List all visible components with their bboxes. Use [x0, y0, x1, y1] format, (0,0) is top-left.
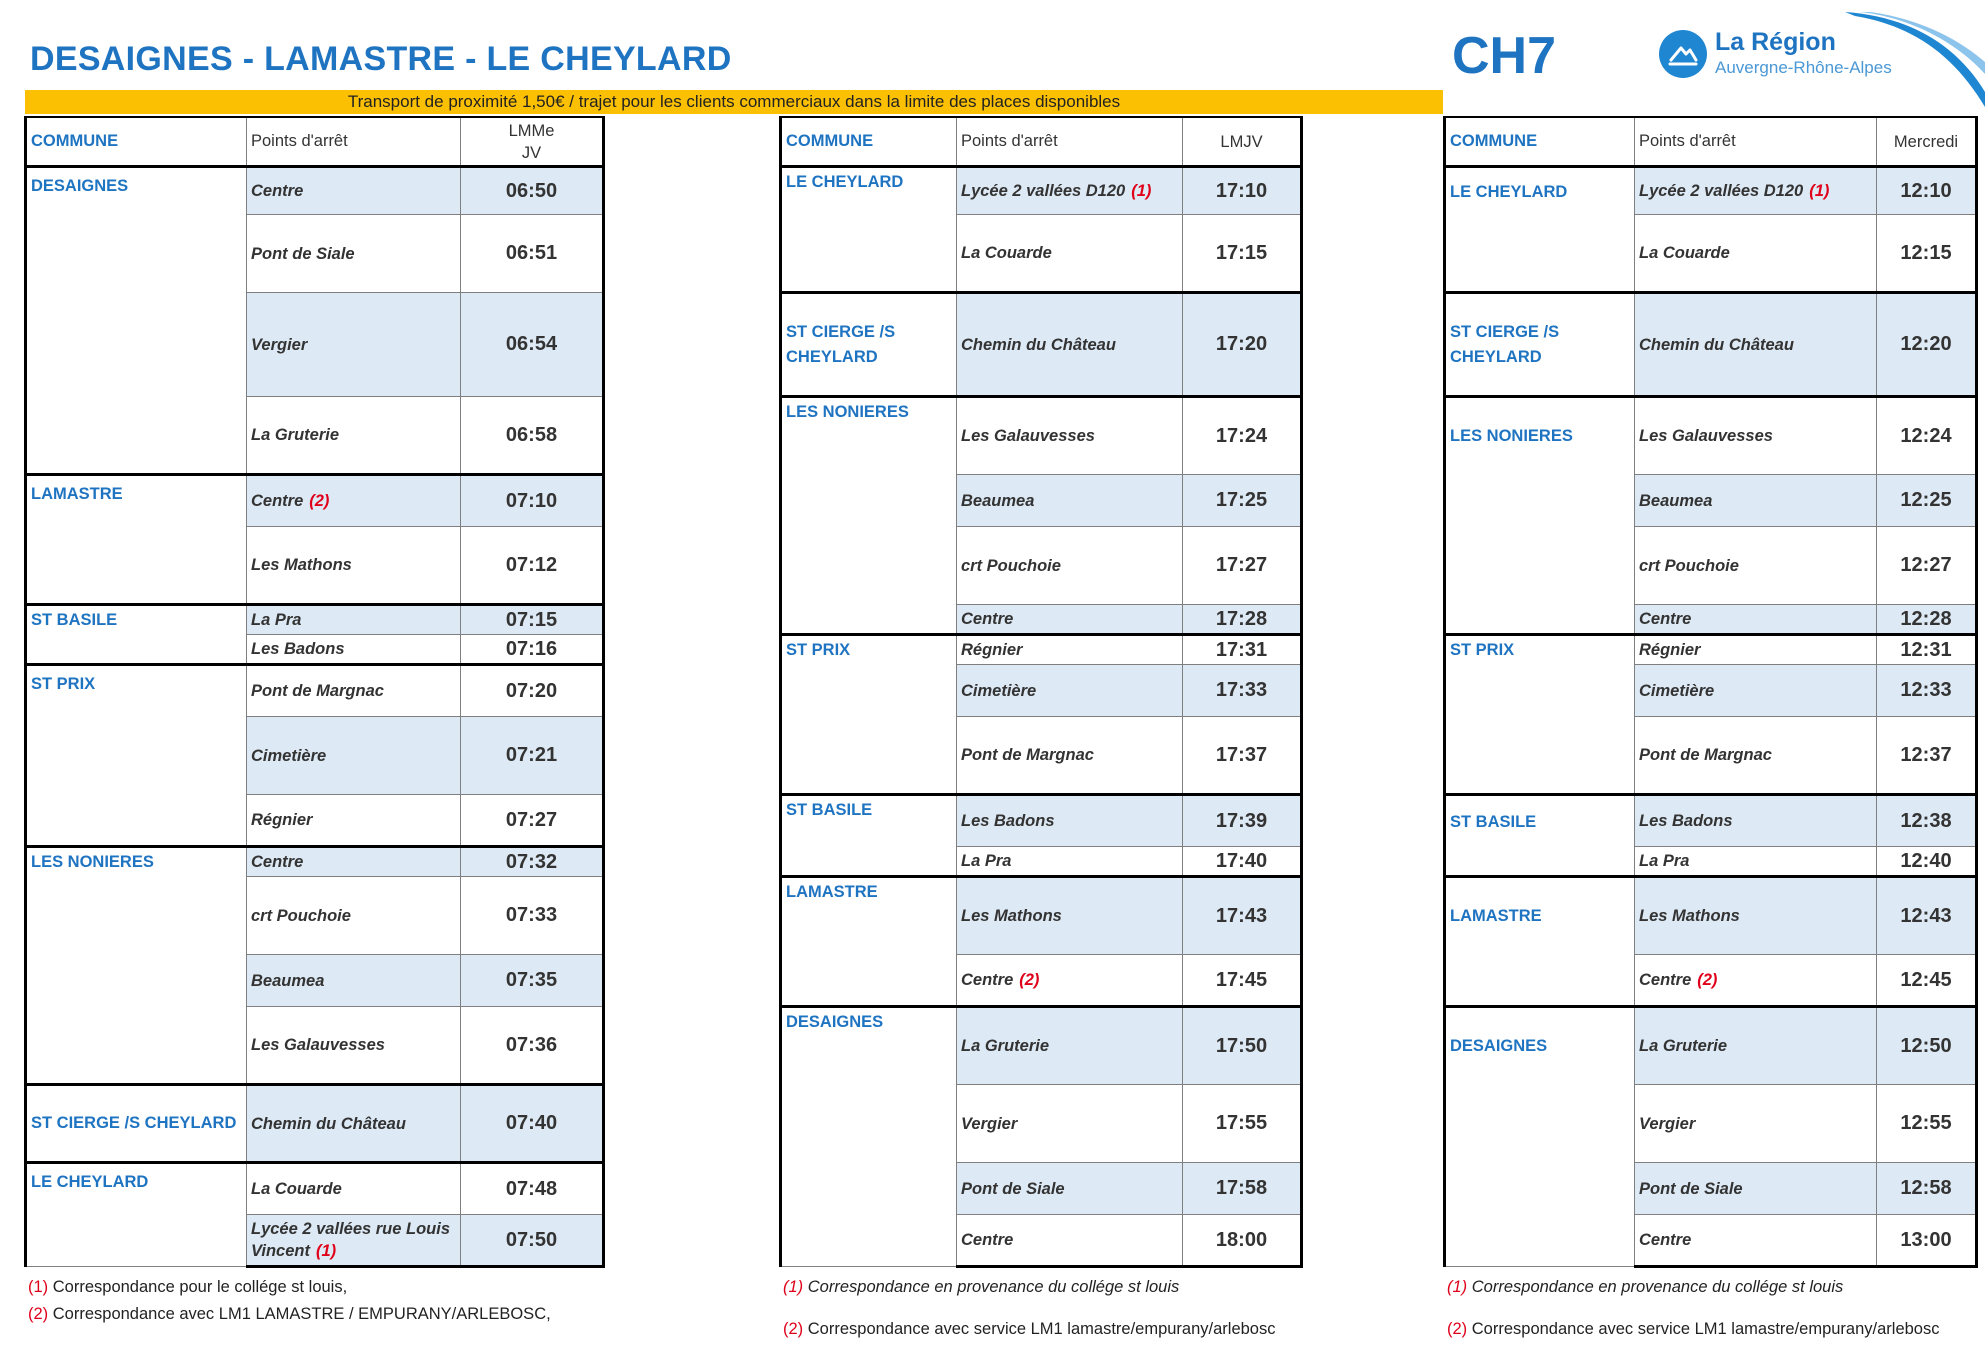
col-header-days [461, 117, 604, 167]
time-cell: 12:31 [1877, 635, 1977, 665]
stop-name: Centre [961, 1231, 1014, 1249]
footnote-1 [783, 1278, 1179, 1297]
stop-name: Pont de Margnac [251, 682, 384, 700]
stop-name: Les Mathons [251, 556, 352, 574]
time-cell: 07:50 [461, 1215, 604, 1267]
stop-name: Les Galauvesses [1639, 427, 1773, 445]
stop-cell [1635, 955, 1877, 1007]
stop-name: Centre [251, 182, 304, 200]
stop-name: Pont de Siale [251, 244, 355, 263]
stop-cell [247, 847, 461, 877]
time-cell: 17:50 [1183, 1007, 1302, 1085]
time-cell: 06:54 [461, 293, 604, 397]
stop-name: Vergier [961, 1114, 1018, 1133]
stop-name: crt Pouchoie [1639, 556, 1739, 575]
timetable-morning [24, 116, 605, 1268]
stop-cell [957, 1007, 1183, 1085]
stop-cell [957, 397, 1183, 475]
commune-cell: ST BASILE [781, 795, 957, 877]
stop-name: Les Mathons [1639, 907, 1740, 925]
stop-cell [1635, 665, 1877, 717]
stop-name: Beaumea [1639, 491, 1713, 510]
stop-cell [957, 665, 1183, 717]
stop-name: Les Badons [1639, 812, 1733, 830]
stop-name: Centre [1639, 971, 1692, 989]
col-header-stop: Points d'arrêt [1635, 117, 1877, 167]
stop-cell [247, 293, 461, 397]
stop-cell [957, 167, 1183, 215]
stop-cell [957, 527, 1183, 605]
footnote-text: Correspondance avec service LM1 lamastre/empurany/arlebosc [1467, 1320, 1940, 1338]
time-cell: 12:20 [1877, 293, 1977, 397]
stop-name: Lycée 2 vallées D120 [961, 182, 1126, 200]
stop-name: crt Pouchoie [961, 556, 1061, 575]
stop-name: Chemin du Château [251, 1114, 406, 1133]
commune-cell: LAMASTRE [1445, 877, 1635, 1007]
stop-name: La Gruterie [1639, 1037, 1728, 1055]
stop-name: Beaumea [961, 491, 1035, 510]
stop-name: La Couarde [961, 244, 1052, 262]
time-cell: 17:28 [1183, 605, 1302, 635]
commune-cell: LE CHEYLARD [26, 1163, 247, 1267]
stop-cell [247, 1085, 461, 1163]
stop-name: Les Mathons [961, 907, 1062, 925]
stop-cell [1635, 847, 1877, 877]
stop-cell [957, 955, 1183, 1007]
footnote-number: (2) [783, 1320, 804, 1338]
stop-name: Centre [1639, 1231, 1692, 1249]
stop-name: La Pra [1639, 852, 1690, 870]
time-cell: 17:24 [1183, 397, 1302, 475]
region-logo [1655, 12, 1985, 107]
stop-cell [1635, 1163, 1877, 1215]
time-cell: 17:37 [1183, 717, 1302, 795]
page-title: DESAIGNES - LAMASTRE - LE CHEYLARD [30, 40, 732, 78]
time-cell: 17:25 [1183, 475, 1302, 527]
col-header-stop: Points d'arrêt [957, 117, 1183, 167]
stop-cell [1635, 605, 1877, 635]
stop-cell [1635, 293, 1877, 397]
commune-cell: ST BASILE [26, 605, 247, 665]
stop-cell [247, 167, 461, 215]
commune-cell: ST PRIX [26, 665, 247, 847]
stop-name: La Pra [961, 852, 1012, 870]
stop-cell [247, 635, 461, 665]
fare-banner: Transport de proximité 1,50€ / trajet pour les clients commerciaux dans la limite des places disponibles [25, 90, 1443, 114]
stop-name: Centre [251, 853, 304, 871]
footnote-2 [1447, 1320, 1939, 1339]
time-cell: 07:16 [461, 635, 604, 665]
route-number: CH7 [1452, 27, 1557, 85]
stop-cell [957, 795, 1183, 847]
stop-cell [1635, 215, 1877, 293]
time-cell: 07:21 [461, 717, 604, 795]
stop-name: Les Badons [251, 640, 345, 658]
time-cell: 18:00 [1183, 1215, 1302, 1267]
footnote-text: Correspondance avec service LM1 lamastre/empurany/arlebosc [803, 1320, 1276, 1338]
time-cell: 17:45 [1183, 955, 1302, 1007]
time-cell: 07:27 [461, 795, 604, 847]
commune-cell: DESAIGNES [26, 167, 247, 475]
col-header-days: LMJV [1183, 117, 1302, 167]
time-cell: 12:15 [1877, 215, 1977, 293]
commune-cell: LE CHEYLARD [781, 167, 957, 293]
stop-cell [247, 397, 461, 475]
footnote-text: Correspondance avec LM1 LAMASTRE / EMPURANY/ARLEBOSC, [48, 1305, 551, 1323]
time-cell: 06:51 [461, 215, 604, 293]
time-cell: 12:40 [1877, 847, 1977, 877]
commune-cell: ST CIERGE /S CHEYLARD [781, 293, 957, 397]
time-cell: 17:55 [1183, 1085, 1302, 1163]
stop-name: Régnier [1639, 641, 1701, 659]
commune-cell: LES NONIERES [1445, 397, 1635, 635]
commune-cell: LES NONIERES [781, 397, 957, 635]
commune-cell: LAMASTRE [26, 475, 247, 605]
footnote-number: (2) [1447, 1320, 1468, 1338]
days-line2: JV [521, 143, 542, 162]
stop-cell [247, 605, 461, 635]
stop-name: Chemin du Château [1639, 335, 1794, 354]
time-cell: 17:33 [1183, 665, 1302, 717]
stop-name: Les Galauvesses [961, 427, 1095, 445]
stop-cell [247, 1215, 461, 1267]
stop-cell [1635, 635, 1877, 665]
time-cell: 07:10 [461, 475, 604, 527]
time-cell: 17:43 [1183, 877, 1302, 955]
time-cell: 17:39 [1183, 795, 1302, 847]
time-cell: 06:58 [461, 397, 604, 475]
time-cell: 12:43 [1877, 877, 1977, 955]
time-cell: 12:58 [1877, 1163, 1977, 1215]
time-cell: 17:15 [1183, 215, 1302, 293]
stop-name: Lycée 2 vallées D120 [1639, 182, 1804, 200]
stop-name: Vergier [251, 335, 308, 354]
commune-cell: DESAIGNES [1445, 1007, 1635, 1267]
time-cell: 12:10 [1877, 167, 1977, 215]
stop-name: Beaumea [251, 971, 325, 990]
col-header-stop: Points d'arrêt [247, 117, 461, 167]
time-cell: 12:27 [1877, 527, 1977, 605]
stop-name: Centre [961, 610, 1014, 628]
stop-name: Les Galauvesses [251, 1036, 385, 1054]
timetable-evening [779, 116, 1303, 1268]
stop-name: La Gruterie [961, 1037, 1050, 1055]
time-cell: 12:45 [1877, 955, 1977, 1007]
time-cell: 07:36 [461, 1007, 604, 1085]
stop-cell [247, 795, 461, 847]
stop-name: Pont de Margnac [961, 746, 1094, 764]
stop-cell [247, 877, 461, 955]
stop-name: Centre [251, 492, 304, 510]
footnote-text: Correspondance en provenance du collége st louis [803, 1278, 1180, 1296]
stop-name: Régnier [251, 811, 313, 829]
col-header-days: Mercredi [1877, 117, 1977, 167]
footnote-number: (1) [783, 1278, 804, 1296]
time-cell: 17:20 [1183, 293, 1302, 397]
stop-cell [957, 635, 1183, 665]
time-cell: 12:55 [1877, 1085, 1977, 1163]
stop-name: Les Badons [961, 812, 1055, 830]
stop-cell [1635, 717, 1877, 795]
commune-cell: ST CIERGE /S CHEYLARD [1445, 293, 1635, 397]
time-cell: 07:33 [461, 877, 604, 955]
stop-cell [1635, 1085, 1877, 1163]
stop-cell [247, 955, 461, 1007]
time-cell: 06:50 [461, 167, 604, 215]
stop-name: La Couarde [251, 1180, 342, 1198]
time-cell: 07:35 [461, 955, 604, 1007]
stop-cell [247, 1163, 461, 1215]
commune-cell: LE CHEYLARD [1445, 167, 1635, 293]
stop-cell [247, 215, 461, 293]
stop-cell [957, 605, 1183, 635]
time-cell: 17:27 [1183, 527, 1302, 605]
commune-cell: ST PRIX [781, 635, 957, 795]
stop-cell [1635, 475, 1877, 527]
stop-cell [957, 1215, 1183, 1267]
footnote-number: (1) [1447, 1278, 1468, 1296]
time-cell: 07:15 [461, 605, 604, 635]
stop-name: Pont de Siale [1639, 1179, 1743, 1198]
time-cell: 13:00 [1877, 1215, 1977, 1267]
col-header-commune: COMMUNE [26, 117, 247, 167]
stop-name: Centre [1639, 610, 1692, 628]
footnote-2 [783, 1320, 1275, 1339]
stop-name: Cimetière [1639, 681, 1715, 700]
footnote-2 [28, 1305, 551, 1324]
stop-name: Centre [961, 971, 1014, 989]
stop-cell [957, 717, 1183, 795]
col-header-commune: COMMUNE [1445, 117, 1635, 167]
stop-cell [957, 293, 1183, 397]
footnote-ref: (1) [1809, 182, 1830, 200]
stop-cell [1635, 397, 1877, 475]
time-cell: 07:32 [461, 847, 604, 877]
footnote-1 [28, 1278, 347, 1297]
stop-cell [247, 717, 461, 795]
commune-cell: LES NONIERES [26, 847, 247, 1085]
footnote-text: Correspondance pour le collége st louis, [48, 1278, 348, 1296]
time-cell: 12:25 [1877, 475, 1977, 527]
commune-cell: ST PRIX [1445, 635, 1635, 795]
stop-cell [1635, 1215, 1877, 1267]
stop-cell [957, 475, 1183, 527]
col-header-commune: COMMUNE [781, 117, 957, 167]
time-cell: 12:33 [1877, 665, 1977, 717]
time-cell: 07:20 [461, 665, 604, 717]
stop-name: crt Pouchoie [251, 906, 351, 925]
time-cell: 07:48 [461, 1163, 604, 1215]
stop-name: La Gruterie [251, 426, 340, 444]
time-cell: 17:10 [1183, 167, 1302, 215]
footnote-ref: (2) [1019, 971, 1040, 989]
footnote-number: (2) [28, 1305, 49, 1323]
stop-cell [957, 1085, 1183, 1163]
time-cell: 17:40 [1183, 847, 1302, 877]
time-cell: 12:28 [1877, 605, 1977, 635]
stop-cell [957, 847, 1183, 877]
footnote-ref: (1) [315, 1242, 337, 1260]
stop-cell [1635, 167, 1877, 215]
commune-cell: LAMASTRE [781, 877, 957, 1007]
time-cell: 12:24 [1877, 397, 1977, 475]
region-badge-icon [1659, 30, 1707, 78]
stop-cell [247, 527, 461, 605]
stop-name: Lycée 2 vallées rue Louis Vincent [251, 1220, 451, 1260]
stop-cell [1635, 527, 1877, 605]
stop-name: Cimetière [961, 681, 1037, 700]
timetable-wednesday [1443, 116, 1978, 1268]
stop-name: Cimetière [251, 746, 327, 765]
stop-cell [247, 1007, 461, 1085]
stop-name: Pont de Siale [961, 1179, 1065, 1198]
days-line1: LMMe [508, 121, 555, 140]
footnote-1 [1447, 1278, 1843, 1297]
stop-name: Vergier [1639, 1114, 1696, 1133]
stop-cell [247, 475, 461, 527]
stop-cell [957, 1163, 1183, 1215]
stop-cell [957, 215, 1183, 293]
footnote-number: (1) [28, 1278, 49, 1296]
commune-cell: ST BASILE [1445, 795, 1635, 877]
logo-subtitle: Auvergne-Rhône-Alpes [1715, 58, 1892, 77]
footnote-ref: (1) [1131, 182, 1152, 200]
stop-name: Chemin du Château [961, 335, 1116, 354]
stop-name: La Couarde [1639, 244, 1730, 262]
time-cell: 17:31 [1183, 635, 1302, 665]
footnote-text: Correspondance en provenance du collége st louis [1467, 1278, 1844, 1296]
commune-cell: ST CIERGE /S CHEYLARD [26, 1085, 247, 1163]
time-cell: 12:50 [1877, 1007, 1977, 1085]
time-cell: 12:37 [1877, 717, 1977, 795]
commune-cell: DESAIGNES [781, 1007, 957, 1267]
stop-cell [1635, 795, 1877, 847]
stop-cell [247, 665, 461, 717]
time-cell: 17:58 [1183, 1163, 1302, 1215]
stop-name: Pont de Margnac [1639, 746, 1772, 764]
stop-name: La Pra [251, 611, 302, 629]
time-cell: 07:12 [461, 527, 604, 605]
stop-cell [1635, 877, 1877, 955]
time-cell: 07:40 [461, 1085, 604, 1163]
footnote-ref: (2) [1697, 971, 1718, 989]
stop-cell [957, 877, 1183, 955]
stop-name: Régnier [961, 641, 1023, 659]
time-cell: 12:38 [1877, 795, 1977, 847]
stop-cell [1635, 1007, 1877, 1085]
logo-title: La Région [1715, 28, 1836, 56]
footnote-ref: (2) [309, 492, 330, 510]
